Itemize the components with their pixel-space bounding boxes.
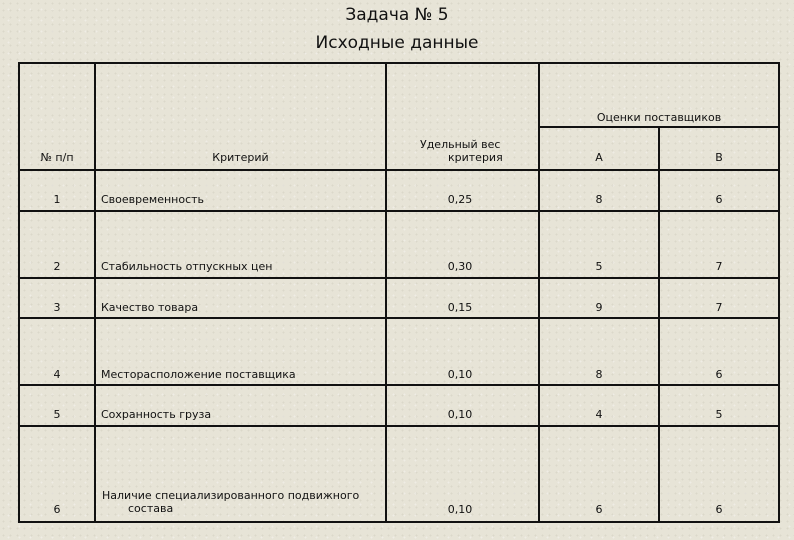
page-title: Задача № 5 [345,5,449,25]
row-divider [18,277,780,279]
row-weight: 0,10 [447,408,473,421]
header-supplier-a: А [595,151,603,164]
row-rating-a: 6 [595,503,603,516]
table-bottom-border [18,521,780,523]
header-supplier-b: В [715,151,723,164]
column-divider [385,62,387,523]
row-rating-b: 7 [715,260,723,273]
column-divider [658,126,660,523]
page-subtitle: Исходные данные [315,33,479,53]
row-number: 6 [53,503,61,516]
column-divider [538,62,540,523]
row-number: 4 [53,368,61,381]
row-rating-a: 8 [595,368,603,381]
row-weight: 0,25 [447,193,473,206]
row-criterion: Стабильность отпускных цен [101,260,273,273]
row-rating-b: 6 [715,193,723,206]
row-rating-a: 5 [595,260,603,273]
row-criterion: Месторасположение поставщика [101,368,296,381]
header-supplier-ratings: Оценки поставщиков [596,111,722,124]
row-number: 5 [53,408,61,421]
row-number: 2 [53,260,61,273]
header-number: № п/п [40,151,74,164]
row-number: 1 [53,193,61,206]
row-divider [18,425,780,427]
row-weight: 0,30 [447,260,473,273]
header-weight-line2: критерия [448,151,503,164]
row-rating-b: 6 [715,368,723,381]
header-bottom-border [18,169,780,171]
row-divider [18,317,780,319]
row-weight: 0,10 [447,503,473,516]
row-criterion: Качество товара [101,301,199,314]
table-top-border [18,62,780,64]
row-criterion: Своевременность [101,193,205,206]
row-divider [18,210,780,212]
row-weight: 0,10 [447,368,473,381]
row-rating-b: 7 [715,301,723,314]
row-weight: 0,15 [447,301,473,314]
row-rating-b: 5 [715,408,723,421]
row-rating-b: 6 [715,503,723,516]
header-weight-line1: Удельный вес [420,138,501,151]
row-rating-a: 9 [595,301,603,314]
row-rating-a: 8 [595,193,603,206]
table-left-border [18,62,20,523]
table-right-border [778,62,780,523]
row-number: 3 [53,301,61,314]
row-criterion: Сохранность груза [101,408,212,421]
row-criterion-line2: состава [128,502,174,515]
row-rating-a: 4 [595,408,603,421]
header-criterion: Критерий [212,151,269,164]
row-criterion: Наличие специализированного подвижного [102,489,360,502]
row-divider [18,384,780,386]
column-divider [94,62,96,523]
